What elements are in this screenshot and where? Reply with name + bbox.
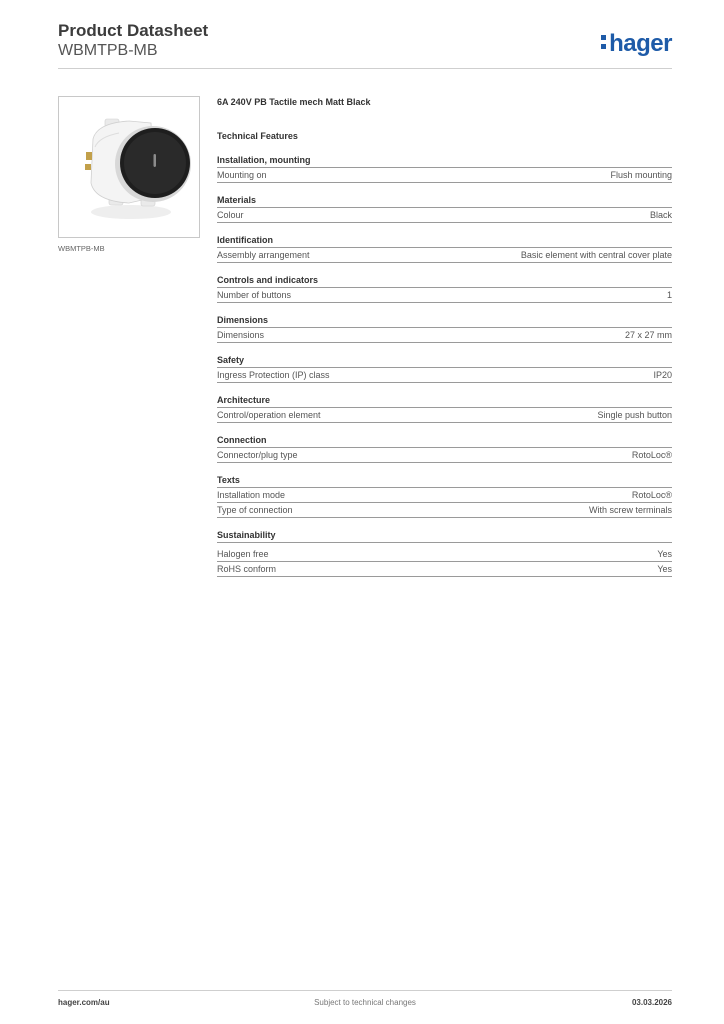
- spec-group-texts: [217, 473, 672, 518]
- document-title: Product Datasheet: [58, 21, 209, 40]
- spec-value: Single push button: [597, 410, 672, 420]
- footer-website-link[interactable]: hager.com/au: [58, 998, 110, 1007]
- product-image: [58, 96, 200, 238]
- spec-value: RotoLoc®: [631, 450, 672, 460]
- group-title: Dimensions: [217, 313, 672, 328]
- footer-date: 03.03.2026: [631, 998, 672, 1007]
- spec-label: Halogen free: [217, 549, 269, 559]
- spec-row: [217, 547, 672, 562]
- spec-label: RoHS conform: [217, 564, 277, 574]
- spec-label: Assembly arrangement: [217, 250, 310, 260]
- spec-label: Ingress Protection (IP) class: [217, 370, 330, 380]
- spec-group-sustainability: [217, 528, 672, 577]
- spec-value: 1: [666, 290, 672, 300]
- spec-group-dimensions: [217, 313, 672, 343]
- spec-value: Yes: [657, 549, 672, 559]
- spec-row: [217, 328, 672, 343]
- spec-row: [217, 368, 672, 383]
- spec-group-identification: [217, 233, 672, 263]
- product-code: WBMTPB-MB: [58, 42, 158, 59]
- spec-value: RotoLoc®: [631, 490, 672, 500]
- spec-group-architecture: [217, 393, 672, 423]
- spec-group-installation: [217, 153, 672, 183]
- logo-text: hager: [609, 30, 672, 57]
- spec-label: Connector/plug type: [217, 450, 298, 460]
- spec-group-materials: [217, 193, 672, 223]
- spec-row: [217, 503, 672, 518]
- group-title: Safety: [217, 353, 672, 368]
- group-title: Connection: [217, 433, 672, 448]
- spec-group-controls: [217, 273, 672, 303]
- spec-value: With screw terminals: [588, 505, 672, 515]
- spec-label: Type of connection: [217, 505, 293, 515]
- spec-row: [217, 408, 672, 423]
- group-title: Installation, mounting: [217, 153, 672, 168]
- group-title: Materials: [217, 193, 672, 208]
- group-title: Texts: [217, 473, 672, 488]
- spec-label: Installation mode: [217, 490, 286, 500]
- spec-value: Yes: [657, 564, 672, 574]
- spec-value: Basic element with central cover plate: [520, 250, 672, 260]
- technical-features-heading: Technical Features: [217, 131, 298, 141]
- spec-row: [217, 248, 672, 263]
- spec-label: Mounting on: [217, 170, 267, 180]
- spec-row: [217, 488, 672, 503]
- group-title: Controls and indicators: [217, 273, 672, 288]
- hager-logo[interactable]: [601, 30, 672, 58]
- group-title: Sustainability: [217, 528, 672, 543]
- document-header: [58, 20, 208, 60]
- product-name: 6A 240V PB Tactile mech Matt Black: [217, 97, 371, 107]
- spec-row: [217, 208, 672, 223]
- spec-group-safety: [217, 353, 672, 383]
- spec-label: Dimensions: [217, 330, 265, 340]
- spec-row: [217, 562, 672, 577]
- page-footer: [58, 998, 672, 1010]
- spec-value: IP20: [653, 370, 672, 380]
- push-button-mechanism-illustration: [59, 97, 199, 237]
- footer-divider: [58, 990, 672, 991]
- spec-label: Colour: [217, 210, 244, 220]
- spec-group-connection: [217, 433, 672, 463]
- spec-row: [217, 448, 672, 463]
- spec-row: [217, 168, 672, 183]
- spec-label: Control/operation element: [217, 410, 321, 420]
- spec-label: Number of buttons: [217, 290, 292, 300]
- spec-row: [217, 288, 672, 303]
- footer-note: Subject to technical changes: [314, 998, 416, 1007]
- logo-dots-icon: [601, 35, 607, 51]
- group-title: Architecture: [217, 393, 672, 408]
- spec-content: [217, 95, 672, 587]
- spec-value: Flush mounting: [610, 170, 672, 180]
- header-divider: [58, 68, 672, 69]
- group-title: Identification: [217, 233, 672, 248]
- spec-value: Black: [649, 210, 672, 220]
- image-caption: WBMTPB-MB: [58, 244, 105, 253]
- spec-value: 27 x 27 mm: [624, 330, 672, 340]
